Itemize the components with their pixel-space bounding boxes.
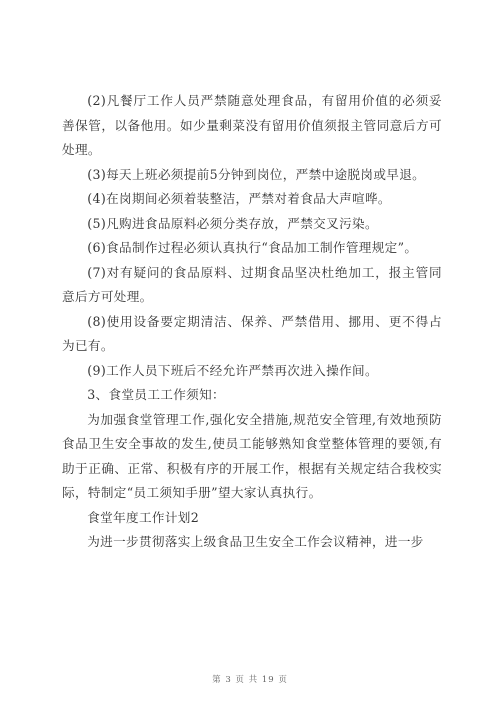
page-number-footer: 第 3 页 共 19 页 (212, 675, 288, 685)
paragraph-item-5: (5)凡购进食品原料必须分类存放，严禁交叉污染。 (87, 215, 378, 231)
document-body (62, 89, 442, 555)
paragraph-item-3: (3)每天上班必须提前5分钟到岗位，严禁中途脱岗或早退。 (87, 166, 426, 182)
paragraph-item-6: (6)食品制作过程必须认真执行“食品加工制作管理规定”。 (87, 240, 418, 255)
paragraph-item-2: (2)凡餐厅工作人员严禁随意处理食品，有留用价值的必须妥善保管，以备他用。如少量剩菜没有留用价值须报主管同意后方可处理。 (62, 93, 442, 157)
section-heading-staff-notice: 3、食堂员工工作须知： (87, 387, 225, 402)
paragraph-item-9: (9)工作人员下班后不经允许严禁再次进入操作间。 (87, 362, 378, 378)
paragraph-staff-notice: 为加强食堂管理工作,强化安全措施,规范安全管理,有效地预防食品卫生安全事故的发生,使员工能够熟知食堂整体管理的要领,有助于正确、正常、积极有序的开展工作，根据有关规定结合我校实际，特制定“员工须知手册”望大家认真执行。 (62, 411, 442, 500)
paragraph-annual-plan-intro: 为进一步贯彻落实上级食品卫生安全工作会议精神，进一步 (87, 534, 424, 549)
paragraph-item-8: (8)使用设备要定期清洁、保养、严禁借用、挪用、更不得占为已有。 (62, 313, 442, 353)
paragraph-item-4: (4)在岗期间必须着装整洁，严禁对着食品大声喧哗。 (87, 191, 391, 206)
paragraph-item-7: (7)对有疑问的食品原料、过期食品坚决杜绝加工，报主管同意后方可处理。 (62, 264, 442, 304)
section-heading-annual-plan: 食堂年度工作计划2 (87, 509, 200, 525)
